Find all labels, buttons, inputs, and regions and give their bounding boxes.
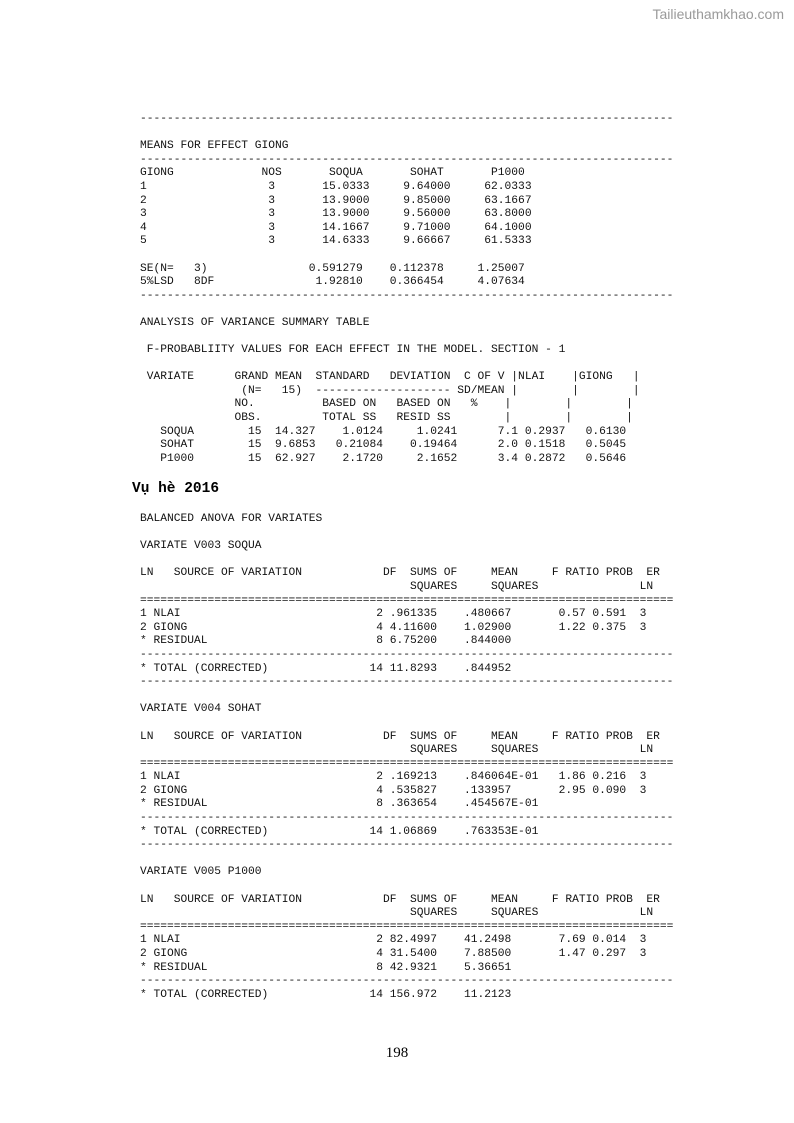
text-line: LN SOURCE OF VARIATION DF SUMS OF MEAN F RATIO PROB ER bbox=[140, 567, 660, 580]
text-line: ------------------------------------------------------------------------------- bbox=[140, 839, 674, 852]
text-line: * RESIDUAL 8 6.75200 .844000 bbox=[140, 635, 512, 648]
text-line: ------------------------------------------------------------------------------- bbox=[140, 648, 674, 661]
text-line: ------------------------------------------------------------------------------- bbox=[140, 153, 674, 166]
text-line: OBS. TOTAL SS RESID SS | | | bbox=[140, 412, 633, 425]
text-line: 2 3 13.9000 9.85000 63.1667 bbox=[140, 194, 532, 207]
text-line: BALANCED ANOVA FOR VARIATES bbox=[140, 513, 323, 525]
text-line: VARIATE V005 P1000 bbox=[140, 866, 262, 879]
text-line: VARIATE V004 SOHAT bbox=[140, 703, 262, 716]
text-line: (N= 15) -------------------- SD/MEAN | | | bbox=[140, 384, 640, 397]
text-line: 2 GIONG 4 .535827 .133957 2.95 0.090 3 bbox=[140, 784, 647, 797]
text-line: SQUARES SQUARES LN bbox=[140, 580, 654, 593]
text-line: VARIATE V003 SOQUA bbox=[140, 540, 262, 553]
text-line: 3 3 13.9000 9.56000 63.8000 bbox=[140, 208, 532, 221]
text-line: ------------------------------------------------------------------------------- bbox=[140, 289, 674, 302]
text-line: LN SOURCE OF VARIATION DF SUMS OF MEAN F RATIO PROB ER bbox=[140, 893, 660, 906]
text-line: 2 GIONG 4 31.5400 7.88500 1.47 0.297 3 bbox=[140, 948, 647, 960]
text-line: F-PROBABLIITY VALUES FOR EACH EFFECT IN THE MODEL. SECTION - 1 bbox=[140, 344, 566, 357]
text-line: =============================================================================== bbox=[140, 594, 674, 607]
anova-block bbox=[140, 513, 673, 1002]
text-line: ------------------------------------------------------------------------------- bbox=[140, 975, 674, 988]
text-line: LN SOURCE OF VARIATION DF SUMS OF MEAN F RATIO PROB ER bbox=[140, 730, 660, 743]
text-line: 4 3 14.1667 9.71000 64.1000 bbox=[140, 221, 532, 234]
text-line: 5 3 14.6333 9.66667 61.5333 bbox=[140, 235, 532, 248]
text-line: * TOTAL (CORRECTED) 14 1.06869 .763353E-01 bbox=[140, 825, 539, 838]
text-line: GIONG NOS SOQUA SOHAT P1000 bbox=[140, 167, 525, 180]
watermark: Tailieuthamkhao.com bbox=[652, 6, 784, 22]
text-line: 2 GIONG 4 4.11600 1.02900 1.22 0.375 3 bbox=[140, 621, 647, 634]
text-line: P1000 15 62.927 2.1720 2.1652 3.4 0.2872 0.5646 bbox=[140, 452, 627, 465]
text-line: ------------------------------------------------------------------------------- bbox=[140, 812, 674, 825]
text-line: VARIATE GRAND MEAN STANDARD DEVIATION C OF V |NLAI |GIONG | bbox=[140, 371, 640, 384]
means-and-summary-block bbox=[140, 113, 673, 466]
text-line: ------------------------------------------------------------------------------- bbox=[140, 113, 674, 125]
text-line: SE(N= 3) 0.591279 0.112378 1.25007 bbox=[140, 262, 525, 275]
text-line: MEANS FOR EFFECT GIONG bbox=[140, 140, 289, 153]
text-line: SQUARES SQUARES LN bbox=[140, 907, 654, 920]
text-line: ------------------------------------------------------------------------------- bbox=[140, 676, 674, 689]
text-line: 5%LSD 8DF 1.92810 0.366454 4.07634 bbox=[140, 276, 525, 289]
text-line: SQUARES SQUARES LN bbox=[140, 744, 654, 757]
text-line: ANALYSIS OF VARIANCE SUMMARY TABLE bbox=[140, 316, 370, 329]
text-line: 1 NLAI 2 .169213 .846064E-01 1.86 0.216 3 bbox=[140, 771, 647, 784]
text-line: 1 NLAI 2 82.4997 41.2498 7.69 0.014 3 bbox=[140, 934, 647, 947]
text-line: NO. BASED ON BASED ON % | | | bbox=[140, 398, 633, 411]
text-line: * TOTAL (CORRECTED) 14 11.8293 .844952 bbox=[140, 662, 512, 675]
season-heading: Vụ hè 2016 bbox=[132, 481, 220, 497]
page-number: 198 bbox=[385, 1045, 409, 1061]
text-line: * RESIDUAL 8 .363654 .454567E-01 bbox=[140, 798, 539, 811]
text-line: 1 3 15.0333 9.64000 62.0333 bbox=[140, 180, 532, 193]
text-line: 1 NLAI 2 .961335 .480667 0.57 0.591 3 bbox=[140, 608, 647, 621]
text-line: SOHAT 15 9.6853 0.21084 0.19464 2.0 0.1518 0.5045 bbox=[140, 439, 627, 452]
text-line: * TOTAL (CORRECTED) 14 156.972 11.2123 bbox=[140, 988, 512, 1001]
text-line: =============================================================================== bbox=[140, 757, 674, 770]
text-line: * RESIDUAL 8 42.9321 5.36651 bbox=[140, 961, 512, 974]
text-line: SOQUA 15 14.327 1.0124 1.0241 7.1 0.2937 0.6130 bbox=[140, 425, 627, 438]
text-line: =============================================================================== bbox=[140, 920, 674, 933]
